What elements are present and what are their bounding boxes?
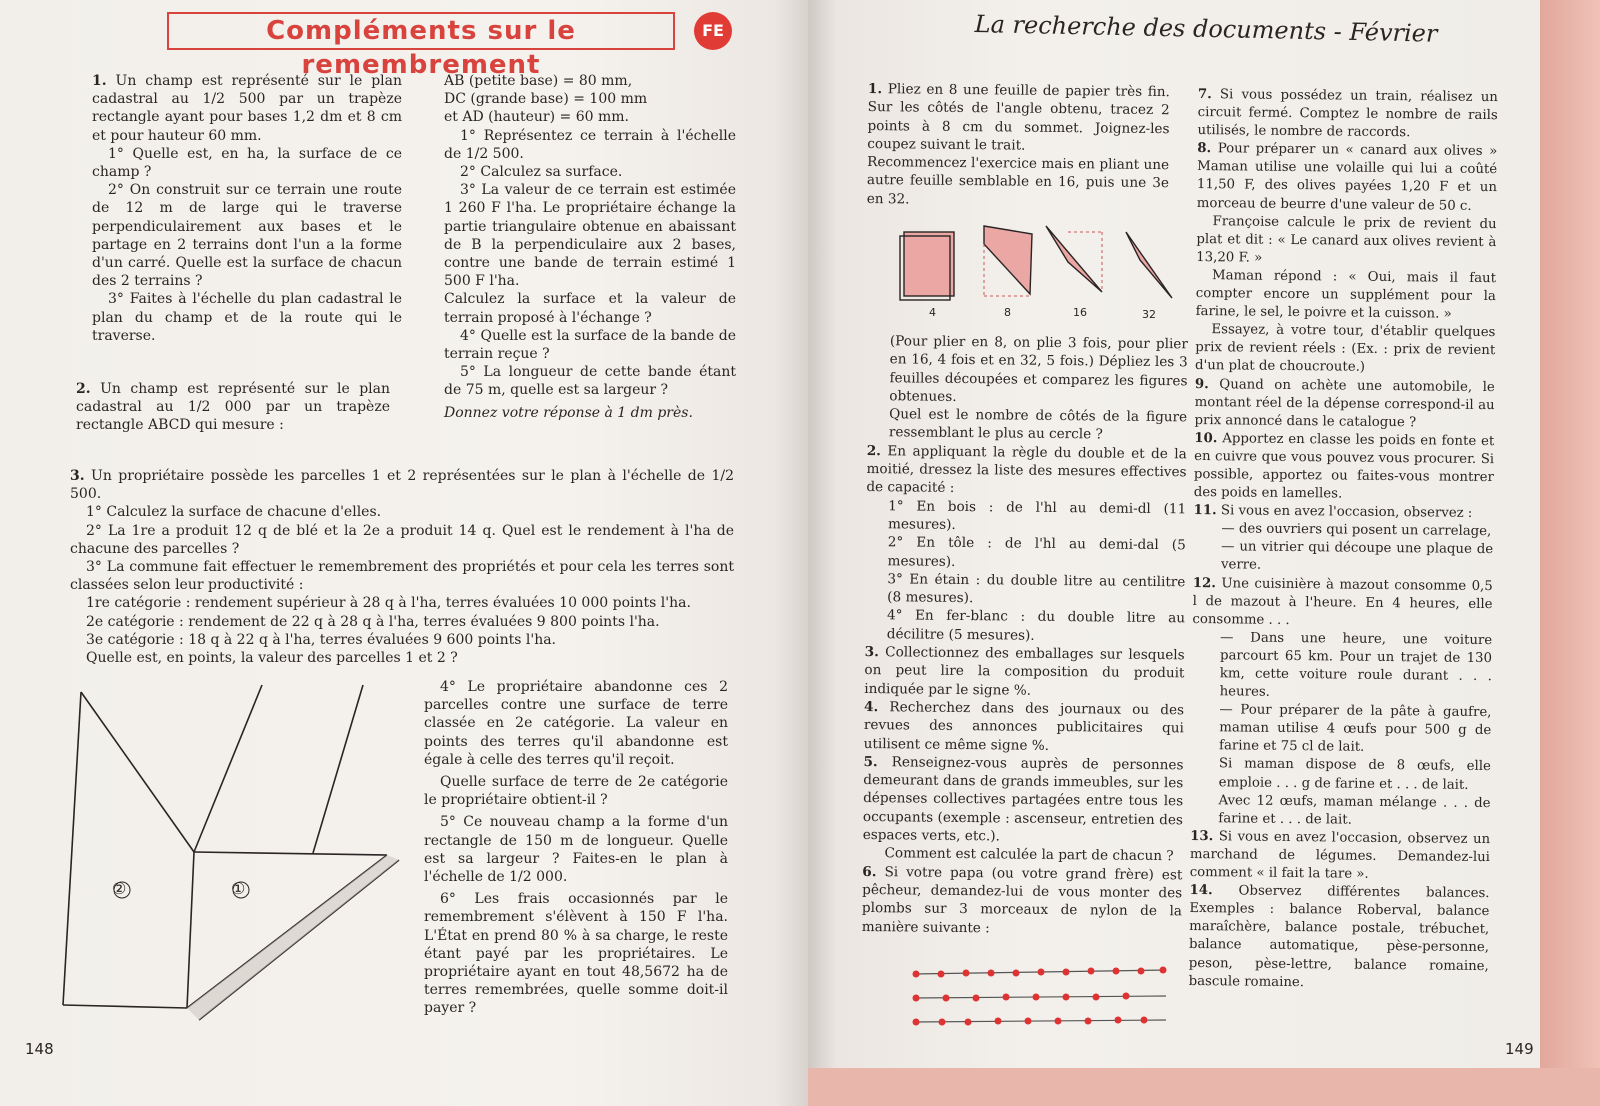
exercise-text: Recherchez dans des journaux ou des revues des annonces publicitaires qui utilisent ce même signe %.: [863, 699, 1185, 754]
weight: [995, 1018, 1002, 1025]
exercise-number: 9.: [1194, 376, 1209, 392]
question-1: 1° Quelle est, en ha, la surface de ce champ ?: [92, 145, 402, 181]
exercise-text: Pour préparer un « canard aux olives » Maman utilise une volaille qui lui a coûté 11,50 F, des olives payées 1,20 F et un morceau de beurre d'une valeur de 50 c.: [1196, 141, 1498, 214]
parcel-edge: [63, 1005, 187, 1008]
fold-figure: [904, 232, 954, 296]
exercise-3-continued: [424, 678, 728, 1018]
exercise-number: 12.: [1192, 575, 1217, 591]
parcel-1-label: ①: [231, 879, 246, 898]
measure-ab: AB (petite base) = 80 mm,: [444, 73, 633, 89]
right-column-2: [1189, 86, 1498, 994]
field-line: [194, 685, 262, 852]
weight: [939, 1019, 946, 1026]
weight: [1063, 994, 1070, 1001]
weight: [965, 1019, 972, 1026]
exercise-text-4: Essayez, à votre tour, d'établir quelques prix de revient réels : (Ex. : prix de revient d'un plat de choucroute.): [1194, 322, 1496, 376]
exercise-text: Apportez en classe les poids en fonte et en cuivre que vous pouvez vous procurer. Si possible, apportez ou faites-vous montrer des poids en lamelles.: [1193, 431, 1495, 502]
weight: [1141, 1017, 1148, 1024]
fig-label: 8: [1004, 306, 1011, 319]
right-page: [808, 0, 1540, 1068]
item-4: 4° En fer-blanc : du double litre au décilitre (5 mesures).: [886, 607, 1186, 644]
question-3: 3° La commune fait effectuer le remembrement des propriétés et pour cela les terres sont classées selon leur productivité :: [70, 559, 734, 594]
exercise-text: Si vous en avez l'occasion, observez :: [1220, 503, 1473, 522]
fig-label: 16: [1073, 306, 1087, 319]
category-3: 3e catégorie : 18 q à 22 q à l'ha, terres évaluées 9 600 points l'ha.: [86, 631, 557, 648]
parcel-diagram: [55, 680, 415, 1030]
question-2: 2° On construit sur ce terrain une route de 12 m de large qui le traverse perpendiculairement aux bases et le partage en 2 terrains dont l'un a la forme d'un carré. Quelle est la surface de chacun des 2 terrains ?: [92, 182, 402, 290]
question-4: 4° Quelle est la surface de la bande de terrain reçue ?: [444, 327, 736, 363]
right-column-1b: [862, 332, 1188, 939]
weight: [963, 970, 970, 977]
weight: [1063, 969, 1070, 976]
exercise-2-intro: [76, 380, 390, 435]
exercise-text-3: (Pour plier en 8, on plie 3 fois, pour plier en 16, 4 fois et en 32, 5 fois.) Dépliez les 3 feuilles découpées et comparez les figures obtenues.: [889, 333, 1188, 405]
exercise-number: 1.: [867, 80, 883, 98]
exercise-text-3: Maman répond : « Oui, mais il faut compter encore un supplément pour la farine, le sel, le poivre et la cuisson. »: [1195, 268, 1497, 322]
road: [187, 855, 399, 1020]
fig-label: 32: [1142, 308, 1156, 321]
question-2: 2° La 1re a produit 12 q de blé et la 2e a produit 14 q. Quel est le rendement à l'ha de chacune des parcelles ?: [70, 522, 734, 557]
item-2: 2° En tôle : de l'hl au demi-dal (5 mesures).: [887, 534, 1186, 570]
question-5: 5° Ce nouveau champ a la forme d'un rectangle de 150 m de longueur. Quelle est sa largeur ? Faites-en le plan à l'échelle de 1/2 000.: [424, 814, 728, 886]
detail-1: — Dans une heure, une voiture parcourt 65 km. Pour un trajet de 130 km, cette voiture roule durant . . . heures.: [1219, 630, 1493, 700]
item-1: 1° En bois : de l'hl au demi-dl (11 mesures).: [887, 497, 1187, 533]
weight: [1038, 969, 1045, 976]
exercise-3: [70, 467, 734, 667]
nylon-line: [913, 1020, 1166, 1022]
weight: [1003, 994, 1010, 1001]
right-page-number: 149: [1505, 1040, 1534, 1058]
parcel-edge: [63, 692, 81, 1005]
answer-note: Donnez votre réponse à 1 dm près.: [444, 404, 693, 421]
exercise-number: 3.: [70, 468, 85, 484]
exercise-number: 13.: [1190, 828, 1214, 845]
weight: [1160, 967, 1167, 974]
category-2: 2e catégorie : rendement de 22 q à 28 q à l'ha, terres évaluées 9 800 points l'ha.: [86, 613, 660, 630]
parcel-2-label: ②: [112, 879, 127, 898]
question-4: 4° Le propriétaire abandonne ces 2 parcelles contre une surface de terre classée en 2e catégorie. La valeur en points des terres qu'il abandonne est égale à celle des terres qu'il reçoit.: [424, 679, 728, 768]
exercise-text: Si vous possédez un train, réalisez un circuit fermé. Comptez le nombre de rails utilisés, le nombre de raccords.: [1197, 87, 1498, 141]
exercise-text: Renseignez-vous auprès de personnes demeurant dans de grands immeubles, sur les dépenses collectives partagées entre tous les occupants (exemple : ascenseur, entretien des espaces verts, etc.).: [862, 754, 1184, 845]
question-3b: Calculez la surface et la valeur de terrain proposé à l'échange ?: [444, 291, 736, 326]
detail-2: — Pour préparer de la pâte à gaufre, maman utilise 4 œufs pour 500 g de farine et 75 cl de lait.: [1219, 702, 1492, 756]
fe-badge: FE: [694, 12, 732, 50]
question-6: 6° Les frais occasionnés par le remembrement s'élèvent à 150 F l'ha. L'État en prend 80 % à sa charge, le reste étant payé par les propriétaires. Le propriétaire ayant en tout 48,5672 ha de terres remembrées, quelle somme doit-il payer ?: [424, 891, 728, 1017]
fig-label: 4: [929, 306, 936, 319]
parcel-edge: [187, 852, 194, 1008]
weight: [938, 971, 945, 978]
detail-1: — des ouvriers qui posent un carrelage,: [1221, 521, 1492, 540]
exercise-number: 8.: [1197, 141, 1212, 157]
weight: [1033, 994, 1040, 1001]
exercise-text-2: Françoise calcule le prix de revient du plat et dit : « Le canard aux olives revient à 13,20 F. »: [1196, 213, 1497, 266]
left-page-number: 148: [25, 1040, 54, 1058]
parcel-edge: [194, 852, 387, 855]
weight: [913, 995, 920, 1002]
exercise-text: Un propriétaire possède les parcelles 1 et 2 représentées sur le plan à l'échelle de 1/2 500.: [70, 468, 734, 503]
exercise-number: 7.: [1197, 86, 1212, 103]
exercise-number: 14.: [1189, 883, 1213, 899]
exercise-number: 3.: [864, 644, 879, 661]
weight: [1085, 1018, 1092, 1025]
weight: [1025, 1018, 1032, 1025]
question-2: 2° Calculez sa surface.: [460, 164, 623, 181]
detail-4: Avec 12 œufs, maman mélange . . . de farine et . . . de lait.: [1218, 792, 1491, 828]
weight: [913, 1019, 920, 1026]
weight: [1088, 968, 1095, 975]
weight: [973, 995, 980, 1002]
exercise-text: Pliez en 8 une feuille de papier très fin. Sur les côtés de l'angle obtenu, tracez 2 points à 8 cm du sommet. Joignez-les coupez suivant le trait.: [867, 81, 1170, 154]
exercise-text-2: Recommencez l'exercice mais en pliant une autre feuille semblable en 16, puis une 3e en 32.: [866, 154, 1170, 208]
right-column-1: [867, 80, 1170, 211]
question-3: 3° La valeur de ce terrain est estimée 1 260 F l'ha. Le propriétaire échange la partie triangulaire obtenue en abaissant de B la perpendiculaire aux 2 bases, contre une bande de terrain estimé 1 500 F l'ha.: [444, 182, 736, 290]
measure-dc: DC (grande base) = 100 mm: [444, 91, 648, 108]
question-1: 1° Représentez ce terrain à l'échelle de 1/2 500.: [444, 127, 736, 162]
exercise-number: 2.: [866, 442, 882, 459]
exercise-number: 1.: [92, 73, 107, 89]
parcel-edge: [81, 692, 194, 852]
measure-ad: et AD (hauteur) = 60 mm.: [444, 109, 629, 126]
exercise-text: Une cuisinière à mazout consomme 0,5 l de mazout à l'heure. En 4 heures, elle consomme . . .: [1192, 575, 1493, 628]
exercise-number: 2.: [76, 381, 91, 397]
weight: [1055, 1018, 1062, 1025]
question-5: 5° La longueur de cette bande étant de 75 m, quelle est sa largeur ?: [444, 364, 736, 399]
weight: [1113, 968, 1120, 975]
weight: [1115, 1017, 1122, 1024]
question-3: 3° Faites à l'échelle du plan cadastral le plan du champ et de la route qui le traverse.: [92, 291, 402, 344]
fold-figure: [1126, 232, 1172, 298]
exercise-text: Un champ est représenté sur le plan cadastral au 1/2 500 par un trapèze rectangle ayant pour bases 1,2 dm et 8 cm et pour hauteur 60 mm.: [92, 73, 403, 144]
exercise-2-details: [444, 72, 736, 422]
exercise-number: 5.: [863, 753, 878, 770]
exercise-1: [92, 72, 402, 345]
weight: [1123, 993, 1130, 1000]
weight: [943, 995, 950, 1002]
item-3: 3° En étain : du double litre au centilitre (8 mesures).: [887, 571, 1186, 607]
exercise-text-4: Quel est le nombre de côtés de la figure ressemblant le plus au cercle ?: [888, 406, 1188, 443]
exercise-text: Quand on achète une automobile, le montant réel de la dépense correspond-il au prix annoncé dans le catalogue ?: [1194, 376, 1495, 430]
exercise-number: 11.: [1193, 503, 1217, 519]
exercise-number: 6.: [862, 863, 877, 880]
detail-3: Si maman dispose de 8 œufs, elle emploie . . . g de farine et . . . de lait.: [1218, 756, 1491, 793]
field-line: [313, 685, 363, 853]
fishing-line-figure: [908, 960, 1178, 1040]
exercise-text: Observez différentes balances. Exemples : balance Roberval, balance maraîchère, balance postale, trébuchet, balance automatique, pèse-personne, peson, pèse-lettre, balance romaine, bascule romaine.: [1188, 883, 1490, 990]
exercise-text: Collectionnez des emballages sur lesquels on peut lire la composition du produit indiquée par le signe %.: [864, 644, 1185, 699]
left-page-title: Compléments sur le remembrement: [167, 12, 675, 50]
exercise-text: Si votre papa (ou votre grand frère) est pêcheur, demandez-lui de vous monter des plombs sur 3 morceaux de nylon de la manière suivante :: [861, 863, 1183, 936]
exercise-text: En appliquant la règle du double et de la moitié, dressez la liste des mesures effectives de capacité :: [866, 442, 1187, 497]
exercise-text: Un champ est représenté sur le plan cadastral au 1/2 000 par un trapèze rectangle ABCD qui mesure :: [76, 381, 391, 434]
weight: [1013, 970, 1020, 977]
exercise-number: 4.: [863, 698, 879, 716]
question-3b: Quelle est, en points, la valeur des parcelles 1 et 2 ?: [86, 650, 458, 667]
exercise-text-2: Comment est calculée la part de chacun ?: [884, 845, 1174, 865]
weight: [1138, 968, 1145, 975]
folding-figures: [896, 222, 1186, 302]
exercise-text: Si vous en avez l'occasion, observez un marchand de légumes. Demandez-lui comment « il fait la tare ».: [1189, 829, 1491, 882]
pink-background-bottom: [808, 1068, 1600, 1106]
weight: [1093, 994, 1100, 1001]
weight: [988, 970, 995, 977]
question-4b: Quelle surface de terre de 2e catégorie le propriétaire obtient-il ?: [424, 774, 728, 809]
category-1: 1re catégorie : rendement supérieur à 28 q à l'ha, terres évaluées 10 000 points l'ha.: [86, 595, 691, 612]
exercise-number: 10.: [1194, 430, 1218, 447]
question-1: 1° Calculez la surface de chacune d'elles.: [86, 504, 382, 521]
pink-background: [1540, 0, 1600, 1106]
fold-figure: [984, 226, 1032, 294]
weight: [913, 971, 920, 978]
fold-figure: [1046, 226, 1102, 292]
right-page-title: La recherche des documents - Février: [974, 10, 1438, 48]
detail-2: — un vitrier qui découpe une plaque de verre.: [1220, 539, 1494, 574]
